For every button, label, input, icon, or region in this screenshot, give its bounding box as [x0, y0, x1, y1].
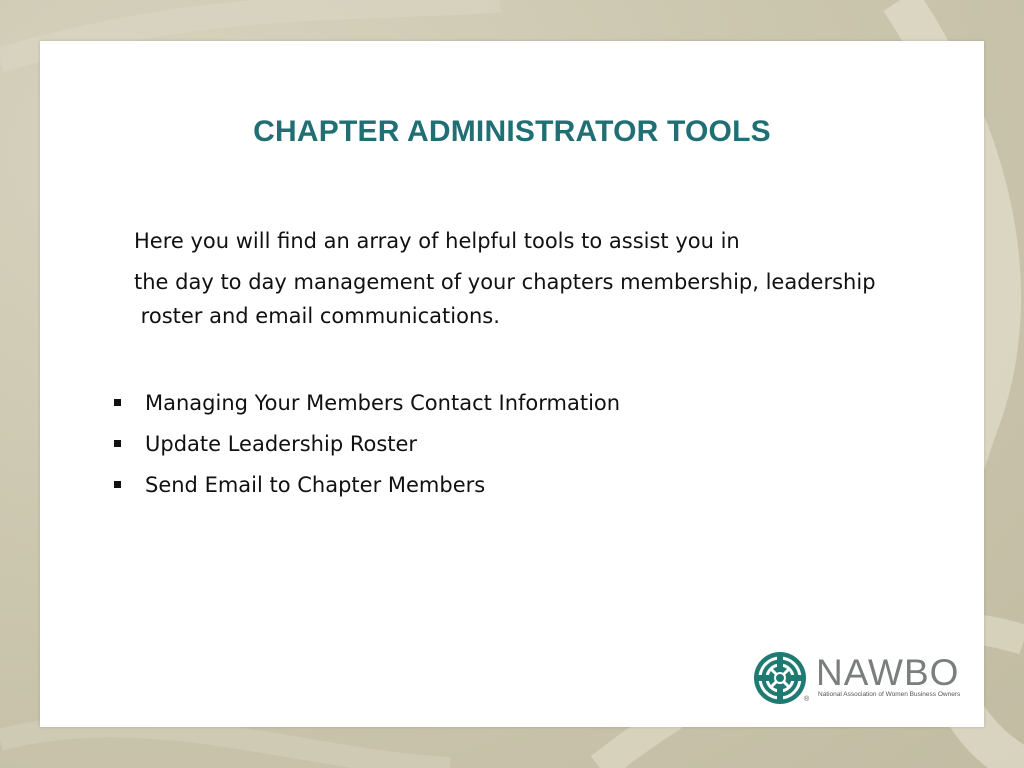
list-item: [114, 382, 620, 423]
tools-bullet-list: [114, 382, 620, 505]
bullet-text-send-email: Send Email to Chapter Members: [145, 472, 486, 497]
intro-line-2: the day to day management of your chapters membership, leadership: [134, 270, 876, 294]
registered-mark: ®: [804, 696, 810, 703]
list-item: [114, 464, 620, 505]
nawbo-knot-icon: [752, 650, 808, 706]
nawbo-logo: [752, 648, 961, 708]
square-bullet-icon: [114, 399, 121, 406]
intro-line-3: roster and email communications.: [134, 304, 500, 328]
intro-line-1: Here you will find an array of helpful tools to assist you in: [134, 229, 740, 253]
list-item: [114, 423, 620, 464]
logo-tagline: National Association of Women Business Owners: [818, 691, 961, 698]
bullet-text-managing-members: Managing Your Members Contact Information: [145, 390, 621, 415]
logo-wordmark: NAWBO: [816, 652, 960, 693]
square-bullet-icon: [114, 481, 121, 488]
slide-title: CHAPTER ADMINISTRATOR TOOLS: [253, 115, 771, 148]
square-bullet-icon: [114, 440, 121, 447]
bullet-text-update-roster: Update Leadership Roster: [145, 431, 418, 456]
